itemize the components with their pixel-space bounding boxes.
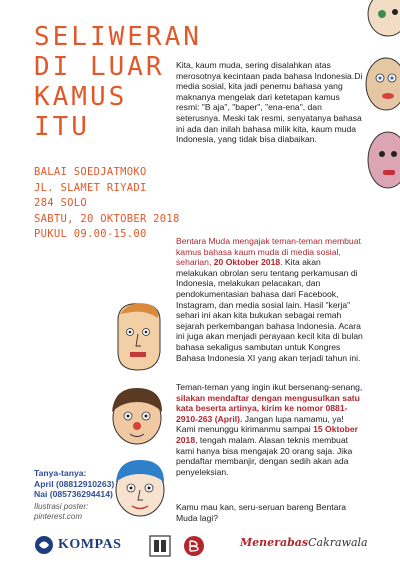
- paragraph-intro: Kita, kaum muda, sering disalahkan atas merosotnya kecintaan pada bahasa Indonesia.Di media sosial, kita jadi penemu bahasa yang maknanya mengelak dari ketetapan kamus resmi: "B aja", "baper", "ena-ena", dan seterusnya. Meski tak resmi, senyatanya bahasa ini ada dan inilah bahasa milik kita, kaum muda Indonesia, yang tidak bisa diabaikan.: [176, 60, 363, 145]
- slogan-part-1: Menerabas: [240, 536, 309, 549]
- kompas-wordmark: KOMPAS: [58, 537, 122, 552]
- registration-instructions: silakan mendaftar dengan mengusulkan satu kata beserta artinya, kirim ke nomor 0881-2910-263 (April).: [176, 392, 360, 424]
- title-line-1: SELIWERAN: [34, 22, 202, 52]
- bentara-budaya-logo-icon: [148, 534, 172, 558]
- bentara-muda-logo-icon: [182, 534, 206, 558]
- contact-nai: Nai (085736294414): [34, 489, 113, 500]
- face-illustration-left-1: [110, 300, 168, 372]
- registration-end: , tengah malam. Alasan teknis membuat kami hanya bisa mengajak 20 orang saja. Jika pendaftar membanjir, dengan sedih akan ada penyeleksian.: [176, 434, 353, 477]
- contact-label: Tanya-tanya:: [34, 468, 87, 478]
- invitation-highlight: Bentara Muda mengajak teman-teman membuat kamus bahasa kaum muda di media sosial, seharian,: [176, 236, 361, 268]
- title-line-3: KAMUS: [34, 82, 128, 112]
- contact-april: April (08812910263): [34, 478, 115, 489]
- kompas-emblem-icon: [34, 535, 54, 555]
- title-line-2: DI LUAR: [34, 52, 165, 82]
- paragraph-invitation: [176, 236, 364, 363]
- face-illustration-left-2: [106, 382, 168, 448]
- face-illustration-second: [358, 56, 400, 112]
- registration-deadline: 15 Oktober 2018: [176, 424, 358, 445]
- slogan-part-2: Cakrawala: [308, 536, 368, 549]
- face-illustration-left-3: [110, 452, 170, 520]
- invitation-rest: . Kita akan melakukan obrolan seru tentang perkamusan di Indonesia, melakukan pelacakan, dan pendokumentasian bahasa dari Facebook, Instagram, dan media sosial lain. Hasil "kerja" sehari ini akan kita bukukan sebagai remah sejarah perkembangan bahasa Indonesia. Acara ini juga akan menjadi perayaan kecil kita di bulan bahasa sekaligus sambutan untuk Kongres Bahasa Indonesia XI yang akan terjadi tahun ini.: [176, 257, 363, 363]
- paragraph-closing: Kamu mau kan, seru-seruan bareng Bentara Muda lagi?: [176, 502, 347, 523]
- footer: [0, 526, 400, 566]
- venue-city: 284 SOLO: [34, 197, 87, 209]
- credit-source: pinterest.com: [34, 512, 83, 521]
- venue-street: JL. SLAMET RIYADI: [34, 181, 147, 194]
- registration-intro: Teman-teman yang ingin ikut bersenang-senang,: [176, 382, 363, 392]
- paragraph-registration: [176, 382, 364, 477]
- event-time: PUKUL 09.00-15.00: [34, 228, 147, 240]
- kompas-logo: [34, 534, 121, 556]
- registration-middle: Jangan lupa namamu, ya! Kami menunggu kirimanmu sampai: [176, 413, 344, 435]
- title-line-4: ITU: [34, 112, 90, 142]
- slogan: [240, 536, 368, 549]
- event-date: SABTU, 20 OKTOBER 2018: [34, 212, 180, 225]
- face-illustration-top: [362, 0, 400, 38]
- venue-info: [34, 165, 180, 243]
- venue-name: BALAI SOEDJATMOKO: [34, 166, 147, 178]
- poster-title: [34, 22, 202, 142]
- invitation-date: 20 Oktober 2018: [213, 257, 281, 268]
- credit-label: Ilustrasi poster:: [34, 502, 89, 511]
- face-illustration-third: [360, 130, 400, 192]
